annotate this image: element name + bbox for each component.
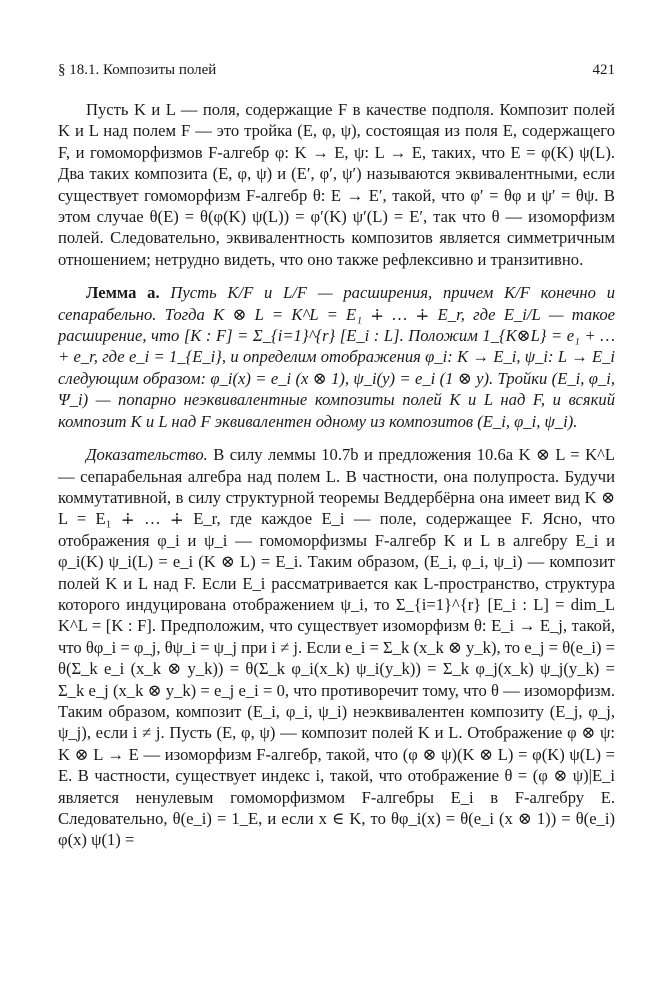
page-number: 421 <box>592 62 615 78</box>
lemma-statement: Пусть K/F и L/F — расширения, причем K/F конечно и сепарабельно. Тогда K ⊗ L = K^L = E₁ ∔ … ∔ E_r, где E_i/L — такое расширение, что [K : F] = Σ_{i=1}^{r} [E_i : L]. Положим 1_{K⊗L} = e₁ + … + e_r, где e_i = 1_{E_i}, и определим отображения φ_i: K → E_i, ψ_i: L → E_i следующим образом: φ_i(x) = e_i (x ⊗ 1), ψ_i(y) = e_i (1 ⊗ y). Тройки (E_i, φ_i, Ψ_i) — попарно неэквивалентные композиты полей K и L над F, и всякий композит K и L над F эквивалентен одному из композитов (E_i, φ_i, ψ_i). <box>58 283 615 431</box>
proof-paragraph <box>58 444 615 851</box>
lemma-label: Лемма а. <box>86 283 160 303</box>
lemma-a <box>58 282 615 432</box>
proof-text: В силу леммы 10.7b и предложения 10.6a K ⊗ L = K^L — сепарабельная алгебра над полем L. В частности, она полупроста. Будучи коммутативной, в силу структурной теоремы Веддербёрна она имеет вид K ⊗ L = E₁ ∔ … ∔ E_r, где каждое E_i — поле, содержащее F. Ясно, что отображения φ_i и ψ_i — гомоморфизмы F-алгебр K и L в алгебру E_i и φ_i(K) ψ_i(L) = e_i (K ⊗ L) = E_i. Таким образом, (E_i, φ_i, ψ_i) — композит полей K и L над F. Если E_i рассматривается как L-пространство, структура которого индуцирована отображением ψ_i, то Σ_{i=1}^{r} [E_i : L] = dim_L K^L = [K : F]. Предположим, что существует изоморфизм θ: E_i → E_j, такой, что θφ_i = φ_j, θψ_i = ψ_j при i ≠ j. Если e_i = Σ_k (x_k ⊗ y_k), то e_j = θ(e_i) = θ(Σ_k e_i (x_k ⊗ y_k)) = θ(Σ_k φ_i(x_k) ψ_i(y_k)) = Σ_k φ_j(x_k) ψ_j(y_k) = Σ_k e_j (x_k ⊗ y_k) = e_j e_i = 0, что противоречит тому, что θ — изоморфизм. Таким образом, композит (E_i, φ_i, ψ_i) неэквивалентен композиту (E_j, φ_j, ψ_j), если i ≠ j. Пусть (E, φ, ψ) — композит полей K и L. Отображение φ ⊗ ψ: K ⊗ L → E — изоморфизм F-алгебр, такой, что (φ ⊗ ψ)(K ⊗ L) = φ(K) ψ(L) = E. В частности, существует индекс i, такой, что отображение θ = (φ ⊗ ψ)|E_i является ненулевым гомоморфизмом F-алгебры E_i в F-алгебру E. Следовательно, θ(e_i) = 1_E, и если x ∈ K, то θφ_i(x) = θ(e_i (x ⊗ 1)) = θ(e_i) φ(x) ψ(1) = <box>58 445 616 850</box>
proof-label: Доказательство. <box>86 445 208 465</box>
section-title: § 18.1. Композиты полей <box>58 62 217 78</box>
paragraph-composite-definition: Пусть K и L — поля, содержащие F в качестве подполя. Композит полей K и L над полем F — это тройка (E, φ, ψ), состоящая из поля E, содержащего F, и гомоморфизмов F-алгебр φ: K → E, ψ: L → E, таких, что E = φ(K) ψ(L). Два таких композита (E, φ, ψ) и (E′, φ′, ψ′) называются эквивалентными, если существует гомоморфизм F-алгебр θ: E → E′, такой, что φ′ = θφ и ψ′ = θψ. В этом случае θ(E) = θ(φ(K) ψ(L)) = φ′(K) ψ′(L) = E′, так что θ — изоморфизм полей. Следовательно, эквивалентность композитов является симметричным отношением; нетрудно видеть, что оно также рефлексивно и транзитивно. <box>58 100 615 269</box>
running-head <box>58 62 615 79</box>
